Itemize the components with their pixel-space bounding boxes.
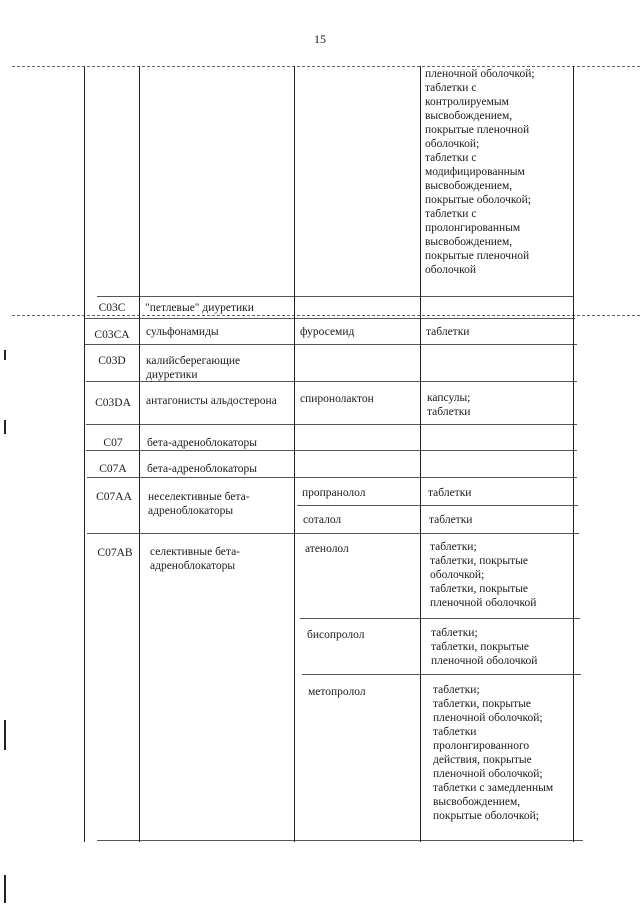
dosage-form: таблетки; таблетки, покрытые пленочной оболочкой; таблетки пролонгированного действия, покрытые пленочной оболочкой; таблетки с замедленным высвобождением, покрытые оболочкой; [433,684,554,822]
drug-name: пропранолол [302,487,366,499]
drug-name: бисопролол [307,629,365,641]
row-divider [85,344,577,345]
scan-mark [4,875,6,903]
atc-code: C03DA [95,397,131,409]
column-border [420,66,421,842]
row-divider [86,450,577,451]
dosage-form: таблетки [429,514,473,526]
page-number: 15 [314,32,326,46]
atc-code: C07A [99,463,127,475]
row-divider [97,296,573,297]
dosage-form: таблетки; таблетки, покрытые пленочной оболочкой [431,627,538,667]
row-divider [87,477,577,478]
row-divider [85,318,575,319]
scan-mark [4,350,6,360]
group-name: селективные бета- адреноблокаторы [150,546,241,572]
drug-name: фуросемид [300,326,355,338]
group-name: бета-адреноблокаторы [147,437,257,449]
column-border [139,66,140,842]
group-name: неселективные бета- адреноблокаторы [148,491,250,517]
group-name: калийсберегающие диуретики [146,355,241,381]
dosage-form: пленочной оболочкой; таблетки с контролируемым высвобождением, покрытые пленочной оболочкой; таблетки с модифицированным высвобождением, покрытые оболочкой; таблетки с пролонгированным высвобождением, покрытые пленочной оболочкой [425,68,535,276]
group-name: сульфонамиды [146,326,219,338]
atc-code: C03CA [94,329,130,341]
group-name: бета-адреноблокаторы [147,463,257,475]
scan-mark [4,720,6,750]
group-name: "петлевые" диуретики [145,302,254,314]
row-divider [87,533,579,534]
subrow-divider [302,674,581,675]
atc-code: C03C [98,302,126,314]
atc-code: C07AA [96,491,132,503]
table-bottom-border [97,840,583,841]
column-border [84,66,85,842]
dosage-form: таблетки [426,326,470,338]
subrow-divider [297,505,578,506]
column-border [294,66,295,842]
subrow-divider [300,618,580,619]
page-fold-line [12,315,640,316]
atc-code: C07AB [97,547,133,559]
scan-mark [4,420,6,434]
drug-name: метопролол [308,686,366,698]
dosage-form: таблетки; таблетки, покрытые оболочкой; таблетки, покрытые пленочной оболочкой [430,541,537,609]
dosage-form: таблетки [428,487,472,499]
dosage-form: капсулы; таблетки [427,392,471,418]
atc-code: C03D [98,355,126,367]
atc-code: C07 [103,437,123,449]
drug-name: атенолол [305,543,349,555]
drug-name: соталол [303,514,342,526]
row-divider [86,424,577,425]
drug-name: спиронолактон [300,393,374,405]
group-name: антагонисты альдостерона [146,395,277,407]
